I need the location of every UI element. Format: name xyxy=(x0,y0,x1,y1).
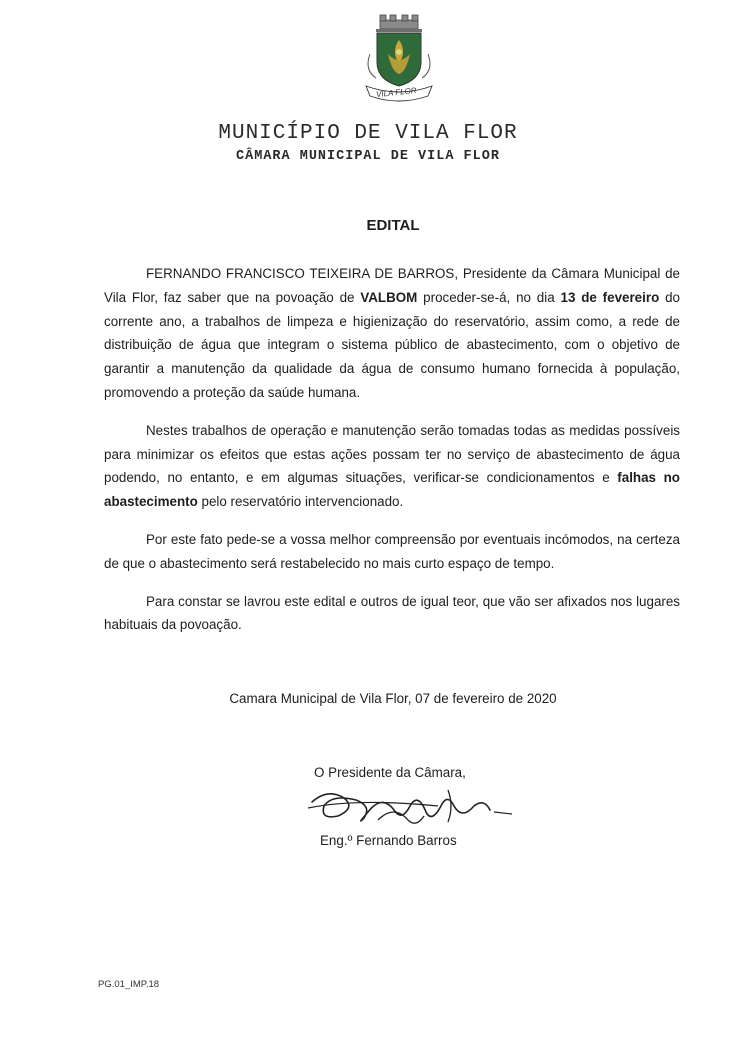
p2-text-c: pelo reservatório intervencionado. xyxy=(197,494,404,510)
paragraph-3: Por este fato pede-se a vossa melhor compreensão por eventuais incómodos, na certeza de que o abastecimento será restabelecido no mais curto espaço de tempo. xyxy=(104,531,680,571)
document-body xyxy=(104,262,680,651)
handwritten-signature xyxy=(298,776,528,836)
paragraph-2 xyxy=(104,419,680,514)
p1-locality: VALBOM xyxy=(360,289,418,305)
p1-text-c: proceder-se-á, no dia xyxy=(417,289,561,305)
p2-text-a: Nestes trabalhos de operação e manutenção serão tomadas todas as medidas possíveis para minimizar os efeitos que estas ações possam ter no serviço de abastecimento de água podendo, no entanto, e em algumas situações, verificar-se condicionamentos e xyxy=(104,422,680,486)
signatory-title: O Presidente da Câmara, xyxy=(314,765,466,780)
p1-date: 13 de fevereiro xyxy=(560,289,660,305)
crest-caption: VILA FLOR xyxy=(375,85,417,100)
p2-emphasis: falhas no abastecimento xyxy=(104,470,680,510)
date-line: Camara Municipal de Vila Flor, 07 de fevereiro de 2020 xyxy=(229,691,557,706)
council-heading: CÂMARA MUNICIPAL DE VILA FLOR xyxy=(236,149,500,164)
document-title: EDITAL xyxy=(366,217,420,234)
signatory-name: Eng.º Fernando Barros xyxy=(320,833,457,848)
p1-text-a: FERNANDO FRANCISCO TEIXEIRA DE BARROS, Presidente da Câmara Municipal de Vila Flor, faz saber que na povoação de xyxy=(104,266,680,305)
paragraph-4: Para constar se lavrou este edital e outros de igual teor, que vão ser afixados nos lugares habituais da povoação. xyxy=(104,593,680,633)
paragraph-1 xyxy=(104,262,680,405)
p1-text-e: do corrente ano, a trabalhos de limpeza e higienização do reservatório, assim como, a rede de distribuição de água que integram o sistema público de abastecimento, com o objetivo de garantir a manutenção da qualidade da água de consumo humano fornecida à população, promovendo a proteção da saúde humana. xyxy=(104,289,680,400)
form-code: PG.01_IMP.18 xyxy=(98,979,160,990)
municipality-heading: MUNICÍPIO DE VILA FLOR xyxy=(218,122,518,145)
